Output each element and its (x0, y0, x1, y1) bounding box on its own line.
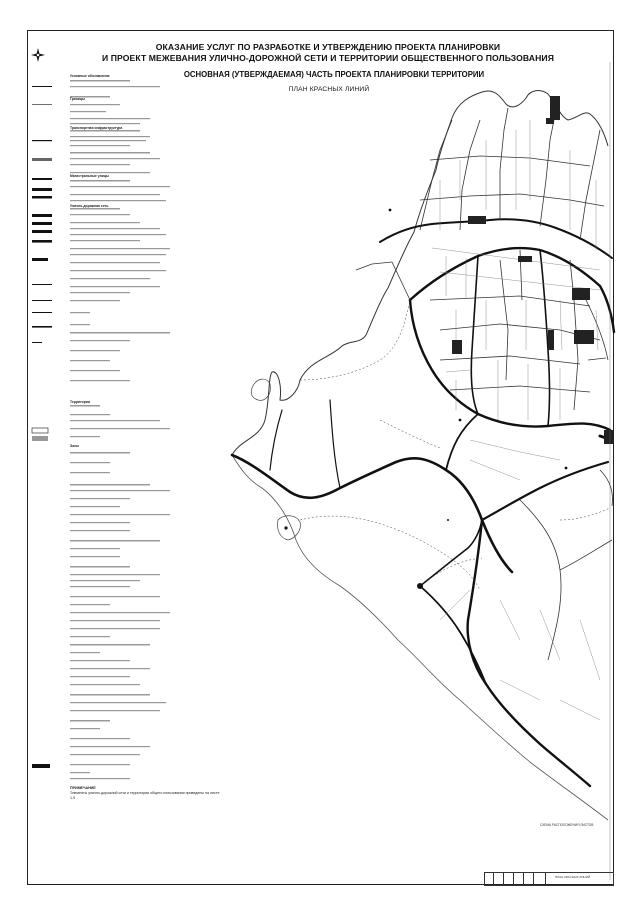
point-markers (284, 209, 567, 589)
stamp-cell (503, 873, 504, 885)
main-title-line-1: ОКАЗАНИЕ УСЛУГ ПО РАЗРАБОТКЕ И УТВЕРЖДЕНИЮ ПРОЕКТА ПЛАНИРОВКИ (155, 42, 501, 52)
stamp-cell (533, 873, 534, 885)
legend-fine-print (70, 80, 170, 779)
coastline-south (232, 455, 608, 820)
legend-heading: Магистральные улицы (70, 174, 109, 178)
note-block (70, 786, 220, 801)
island-2 (251, 379, 270, 400)
legend-heading: Границы (70, 97, 85, 101)
main-roads (232, 219, 614, 786)
legend-heading: Зоны (70, 444, 80, 448)
secondary-streets (356, 108, 613, 660)
sheet-layout-label: СХЕМА РАСПОЛОЖЕНИЯ ЛИСТОВ (540, 823, 594, 827)
legend-heading: Территории (70, 400, 90, 404)
note-text: Элементы улично-дорожной сети и территории общего пользования приведены на листе 1.5 (70, 791, 220, 800)
stamp-cell (493, 873, 494, 885)
title-block-stamp (484, 872, 614, 886)
stamp-cell (513, 873, 514, 885)
stamp-cell (523, 873, 524, 885)
subtitle: ОСНОВНАЯ (УТВЕРЖДАЕМАЯ) ЧАСТЬ ПРОЕКТА ПЛАНИРОВКИ ТЕРРИТОРИИ (183, 70, 485, 79)
island-1 (277, 516, 300, 540)
legend-heading: Условные обозначения (70, 74, 110, 78)
legend-heading: Улично-дорожная сеть (70, 204, 109, 208)
main-title-line-2: И ПРОЕКТ МЕЖЕВАНИЯ УЛИЧНО-ДОРОЖНОЙ СЕТИ И ТЕРРИТОРИИ ОБЩЕСТВЕННОГО ПОЛЬЗОВАНИЯ (102, 53, 554, 63)
map-title: ПЛАН КРАСНЫХ ЛИНИЙ (288, 86, 370, 93)
stamp-text: ПЛАН КРАСНЫХ ЛИНИЙ (555, 875, 591, 879)
coastline (232, 91, 608, 455)
legend-heading: Транспортная инфраструктура (70, 126, 123, 130)
stamp-cell (545, 873, 546, 885)
compass-rose-icon (31, 48, 45, 62)
note-heading: ПРИМЕЧАНИЕ (70, 786, 96, 790)
parcel-lines (432, 120, 600, 720)
legend-symbols (32, 86, 52, 768)
